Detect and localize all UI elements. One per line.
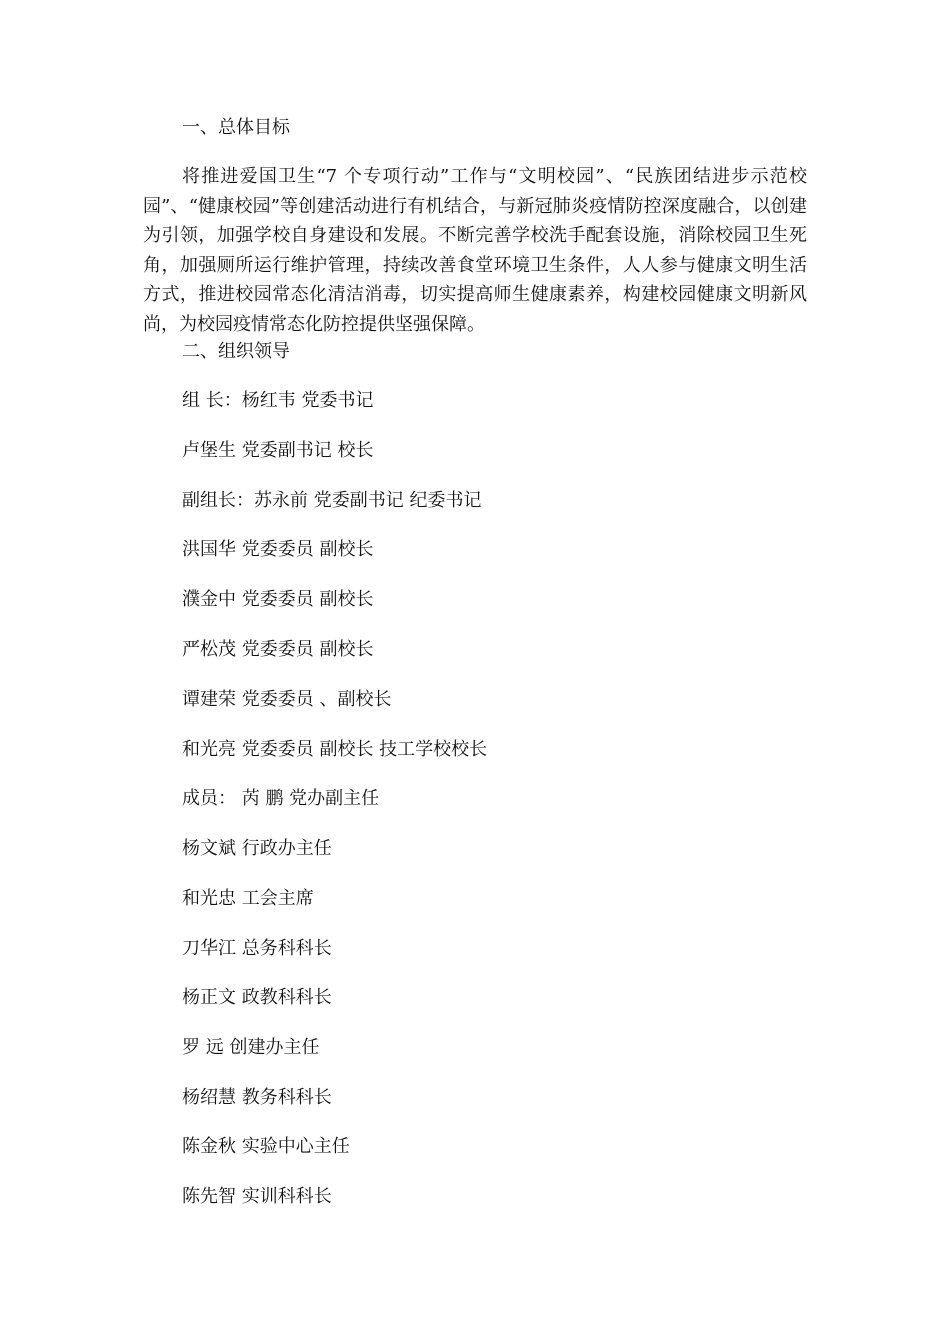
member-line: 陈先智 实训科科长 (182, 1186, 332, 1207)
member-line: 杨正文 政教科科长 (182, 987, 332, 1008)
member-line: 刀华江 总务科科长 (182, 938, 332, 959)
member-line: 杨绍慧 教务科科长 (182, 1087, 332, 1108)
leader-line: 卢堡生 党委副书记 校长 (182, 440, 374, 461)
leader-line: 濮金中 党委委员 副校长 (182, 589, 374, 610)
member-line: 杨文斌 行政办主任 (182, 838, 332, 859)
leader-line: 组 长：杨红韦 党委书记 (182, 390, 374, 411)
member-line: 和光忠 工会主席 (182, 888, 314, 909)
leader-line: 洪国华 党委委员 副校长 (182, 539, 374, 560)
member-line: 陈金秋 实验中心主任 (182, 1136, 350, 1157)
goals-paragraph: 将推进爱国卫生“7 个专项行动”工作与“文明校园”、“民族团结进步示范校园”、“健康校园”等创建活动进行有机结合，与新冠肺炎疫情防控深度融合，以创建为引领，加强学校自身建设和发展。不断完善学校洗手配套设施，消除校园卫生死角，加强厕所运行维护管理，持续改善食堂环境卫生条件，人人参与健康文明生活方式，推进校园常态化清洁消毒，切实提高师生健康素养，构建校园健康文明新风尚，为校园疫情常态化防控提供坚强保障。 (143, 166, 807, 335)
member-line: 成员： 芮 鹏 党办副主任 (182, 788, 380, 809)
leader-line: 和光亮 党委委员 副校长 技工学校校长 (182, 739, 488, 760)
leader-line: 谭建荣 党委委员 、副校长 (182, 689, 392, 710)
section-heading-leadership: 二、组织领导 (182, 341, 290, 362)
section-heading-goals: 一、总体目标 (182, 117, 290, 138)
leader-line: 副组长：苏永前 党委副书记 纪委书记 (182, 490, 482, 511)
member-line: 罗 远 创建办主任 (182, 1037, 320, 1058)
leader-line: 严松茂 党委委员 副校长 (182, 639, 374, 660)
